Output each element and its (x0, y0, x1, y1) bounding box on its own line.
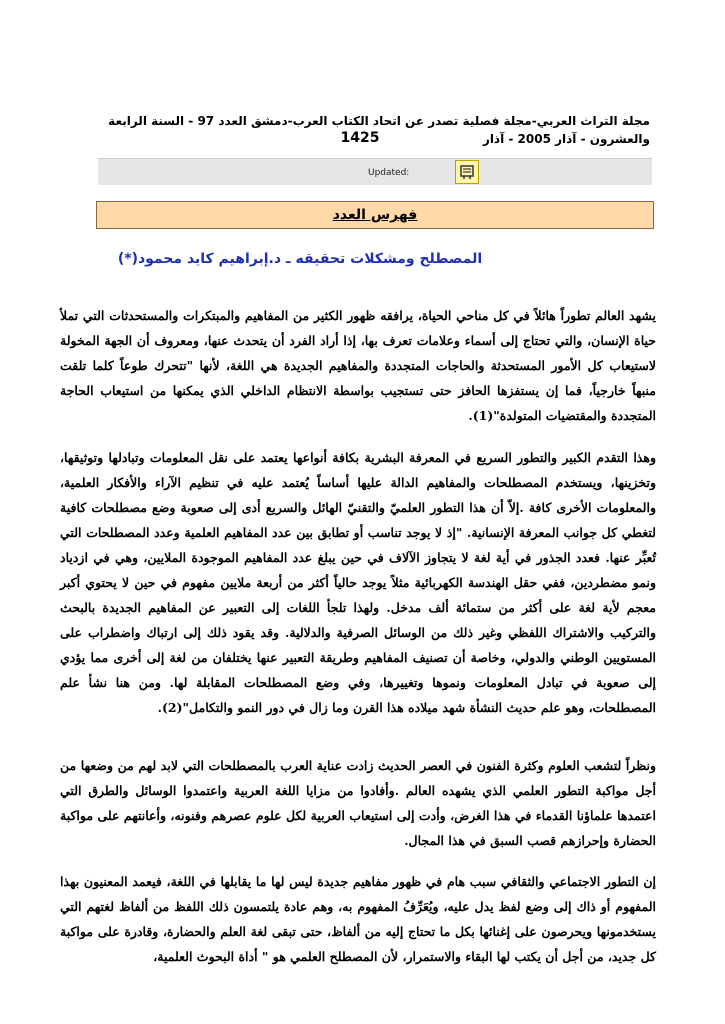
body-paragraph: ونظراً لتشعب العلوم وكثرة الفنون في العصر الحديث زادت عناية العرب بالمصطلحات التي لابد لهم من وضعها من أجل مواكبة التطور العلمي الذي يشهده العالم .وأفادوا من مزايا اللغة العربية واعتمدوا الوسائل والطرق التي اعتمدها علماؤنا القدماء في هذا الغرض، وأدت إلى استيعاب العربية لكل علوم عصرهم وفنونه، وأعانتهم على مواكبة الحضارة وإحرازهم قصب السبق في هذا المجال. (60, 757, 656, 848)
issue-index-title[interactable]: فهرس العدد (332, 207, 418, 223)
journal-header: مجلة التراث العربي-مجلة فصلية تصدر عن اتحاد الكتاب العرب-دمشق العدد 97 - السنة الرابعة والعشرون - آذار 2005 - آذار (108, 114, 650, 146)
body-paragraph: يشهد العالم تطوراً هائلاً في كل مناحي الحياة، يرافقه ظهور الكثير من المفاهيم والمبتكرات والمستحدثات التي تملأ حياة الإنسان، والتي تحتاج إلى أسماء وعلامات تعرف بها، إذا أراد الفرد أن يتحدث عنها، ومعروف أن الجهة المخولة لاستيعاب كل الأمور المستحدثة والحاجات المتجددة والمفاهيم الجديدة هي اللغة، لأنها "تتحرك طوعاً كلما تلقت منبهاً خارجياً، فما إن يستفزها الحافز حتى تستجيب بواسطة الانتظام الداخلي الذي يمكنها من استيعاب الحاجة المتجددة والمقتضيات المتولدة"(1). (60, 307, 656, 423)
issue-index-link[interactable] (96, 201, 654, 229)
updated-bar (98, 158, 652, 185)
hijri-year: 1425 (340, 130, 380, 146)
updated-icon[interactable] (455, 160, 479, 184)
body-paragraph: إن التطور الاجتماعي والثقافي سبب هام في ظهور مفاهيم جديدة ليس لها ما يقابلها في اللغة، فيعمد المعنيون بهذا المفهوم أو ذاك إلى وضع لفظ يدل عليه، ويُعَرِّفُ المفهوم به، وهم عادة يلتمسون ذلك اللفظ من ألفاظ لغتهم التي يستخدمونها ويحرصون على إغنائها بكل ما تحتاج إليه من ألفاظ، حتى تبقى لغة العلم والحضارة، وقادرة على مواكبة كل جديد، من أجل أن يكتب لها البقاء والاستمرار، لأن المصطلح العلمي هو " أداة البحوث العلمية، (60, 873, 656, 964)
updated-label: Updated: (368, 168, 410, 178)
body-paragraph: وهذا التقدم الكبير والتطور السريع في المعرفة البشرية بكافة أنواعها يعتمد على نقل المعلومات وتبادلها وتوثيقها، وتخزينها، ويستخدم المصطلحات والمفاهيم الدالة عليها أساساً يُعتمد عليه في تنظيم الآراء والأفكار العلمية، والمعلومات الأخرى كافة .إلاّ أن هذا التطور العلميّ والتقنيّ الهائل والسريع أدى إلى صعوبة وضع مصطلحات كافية لتغطي كل جوانب المعرفة الإنسانية. "إذ لا يوجد تناسب أو تطابق بين عدد المفاهيم العلمية وعدد المصطلحات التي تُعبِّر عنها. فعدد الجذور في أية لغة لا يتجاوز الآلاف في حين يبلغ عدد المفاهيم الموجودة الملايين، وهي في ازدياد ونمو مضطردين، ففي حقل الهندسة الكهربائية مثلاً يوجد حالياً أكثر من أربعة ملايين مفهوم في حين لا يحتوي أكبر معجم لأية لغة على أكثر من ستمائة ألف مدخل. ولهذا تلجأ اللغات إلى التعبير عن المفاهيم الجديدة بالبحث والتركيب والاشتراك اللفظي وغير ذلك من الوسائل الصرفية والدلالية. وقد يقود ذلك إلى ارتباك واضطراب على المستويين الوطني والدولي، وخاصة أن تصنيف المفاهيم وطريقة التعبير عنها يختلفان من لغة إلى أخرى مما يؤدي إلى صعوبة في تبادل المعلومات ونموها وتغييرها، وفي وضع المصطلحات المقابلة لها. ومن هنا نشأ علم المصطلحات، وهو علم حديث النشأة شهد ميلاده هذا القرن وما زال في دور النمو والتكامل"(2). (60, 449, 656, 715)
article-title: المصطلح ومشكلات تحقيقه ـ د.إبراهيم كايد محمود(*) (117, 251, 483, 267)
